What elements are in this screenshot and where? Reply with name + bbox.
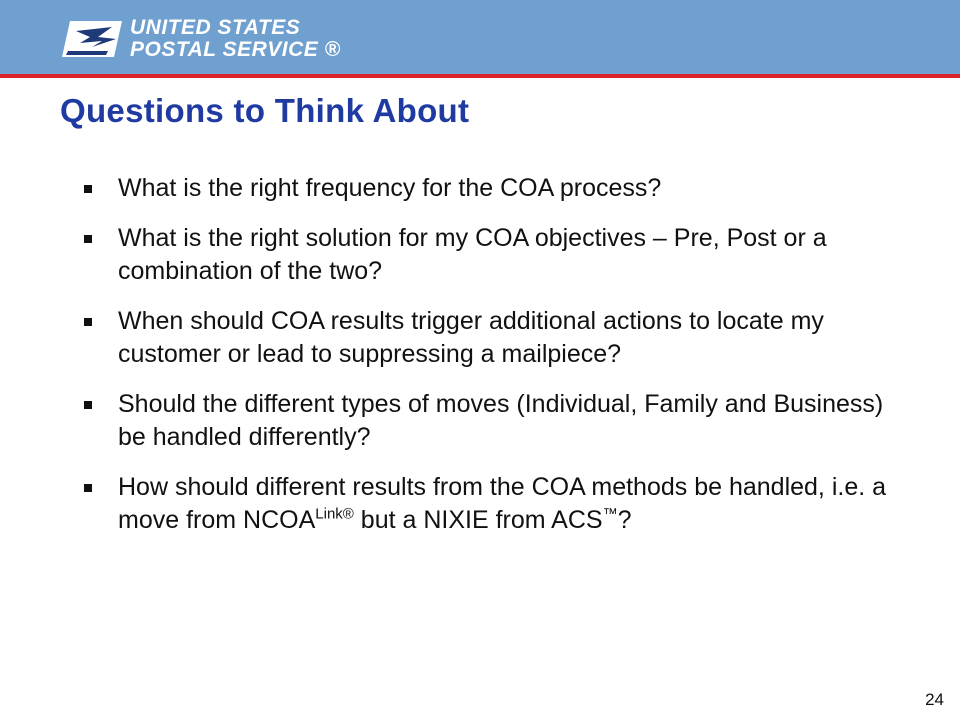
bullet-item [84, 388, 904, 454]
bullet-text: What is the right frequency for the COA process? [118, 174, 662, 202]
bullet-square-icon [84, 185, 92, 193]
header-bar [0, 0, 960, 74]
link-superscript: Link® [315, 505, 354, 523]
slide-title: Questions to Think About [60, 92, 470, 129]
bullet-item [84, 172, 904, 205]
bullet-text-part-b: but a NIXIE from ACS [353, 506, 603, 534]
bullet-item [84, 305, 904, 371]
bullet-square-icon [84, 235, 92, 243]
bullet-square-icon [84, 484, 92, 492]
bullet-text: Should the different types of moves (Individual, Family and Business) be handled differently? [118, 390, 884, 451]
bullet-text-part-c: ? [617, 506, 632, 534]
bullet-text: When should COA results trigger additional actions to locate my customer or lead to suppressing a mailpiece? [118, 307, 824, 368]
bullet-text-part-a: How should different results from the COA methods be handled, i.e. a move from NCOA [118, 473, 887, 534]
bullet-list [84, 172, 904, 554]
usps-logo [62, 12, 341, 66]
bullet-item [84, 471, 904, 537]
bullet-square-icon [84, 401, 92, 409]
logo-line-2: POSTAL SERVICE ® [130, 38, 341, 61]
bullet-square-icon [84, 318, 92, 326]
bullet-text: What is the right solution for my COA objectives – Pre, Post or a combination of the two? [118, 224, 827, 285]
page-number: 24 [925, 690, 944, 709]
header-accent-line [0, 74, 960, 78]
logo-line-1: UNITED STATES [130, 16, 301, 39]
bullet-item [84, 222, 904, 288]
trademark-superscript: ™ [602, 505, 618, 523]
eagle-logo-icon [62, 17, 124, 61]
